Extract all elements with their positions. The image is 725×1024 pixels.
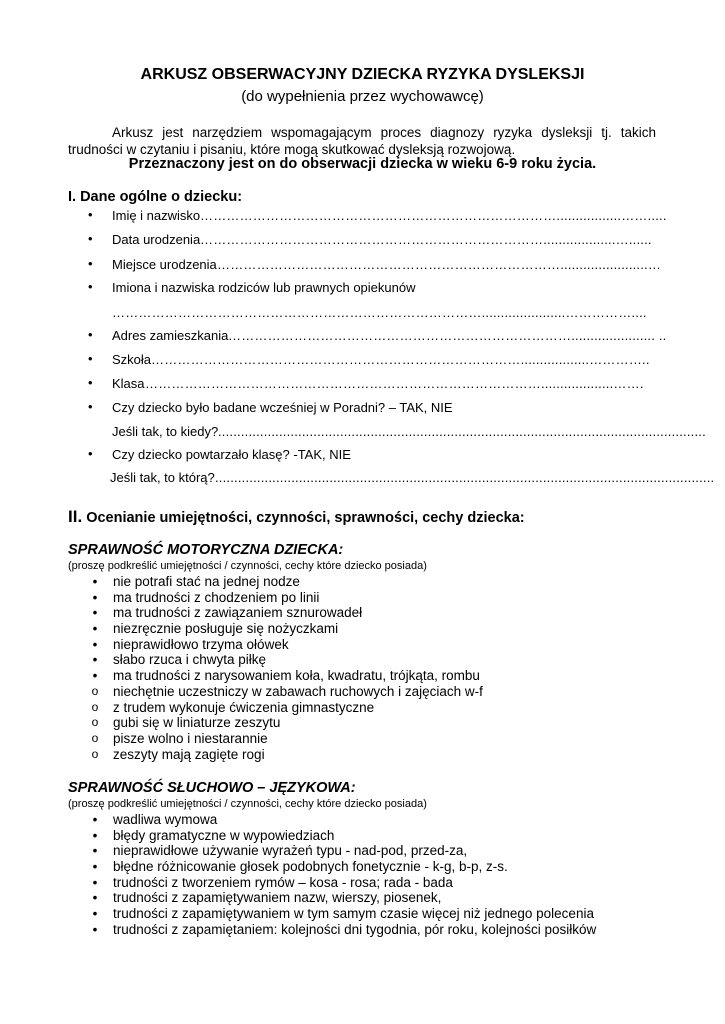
list-item-text: niezręcznie posługuje się nożyczkami [113,621,339,637]
intro-paragraph [68,124,656,158]
field-label: Data urodzenia [112,232,201,247]
circle-bullet-icon: o [91,730,99,745]
bullet-icon: • [92,859,98,875]
list-item-text: ma trudności z narysowaniem koła, kwadratu, trójkąta, rombu [113,668,480,684]
section-2-roman: II. [68,507,83,526]
field-label: Czy dziecko powtarzało klasę? -TAK, NIE [112,447,351,462]
fill-in-line[interactable]: ……………………………………………………………………...................…...... [200,232,652,247]
field-row [88,280,655,297]
section-2-heading [68,507,525,527]
auditory-skills-title: SPRAWNOŚĆ SŁUCHOWO – JĘZYKOWA: [68,780,356,796]
list-item-text: niechętnie uczestniczy w zabawach ruchowych i zajęciach w-f [113,683,483,699]
fill-in-line[interactable]: …………………………………………………………………….......................… [217,257,662,272]
field-label: Jeśli tak, to którą? [110,470,215,485]
field-row [88,256,662,274]
field-row [88,207,667,225]
bullet-icon: • [92,574,98,589]
field-label: Adres zamieszkania [112,328,229,343]
section-2-title: Ocenianie umiejętności, czynności, sprawności, cechy dziecka: [82,510,525,526]
list-item-text: trudności z zapamiętaniem: kolejności dni tygodnia, pór roku, kolejności posiłków [113,921,597,937]
list-item-text: nie potrafi stać na jednej nodze [113,574,300,589]
bullet-icon: • [92,605,98,621]
bullet-icon: • [92,827,98,843]
bullet-icon: • [88,327,93,342]
field-row [88,400,655,417]
motor-skills-title: SPRAWNOŚĆ MOTORYCZNA DZIECKA: [68,542,344,558]
fill-in-line[interactable]: ……………………………………………………………………….................……..... [200,208,667,223]
circle-bullet-icon: o [91,683,99,698]
list-item-text: pisze wolno i niestarannie [113,730,268,746]
list-item-text: trudności z tworzeniem rymów – kosa - rosa; rada - bada [113,874,453,890]
bullet-icon: • [92,668,98,684]
bullet-icon: • [88,279,93,294]
auditory-skills-note: (proszę podkreślić umiejętności / czynności, cechy które dziecko posiada) [68,798,427,810]
list-item-text: trudności z zapamiętywaniem nazw, wierszy, piosenek, [113,890,442,906]
bullet-icon: • [92,890,98,906]
bullet-icon: • [92,621,98,637]
circle-bullet-icon: o [91,746,99,761]
list-item-text: błędy gramatyczne w wypowiedziach [113,827,335,843]
fill-in-line[interactable]: ................................................................................................................................... [215,470,715,485]
bullet-icon: • [92,921,98,937]
list-item-text: słabo rzuca i chwyta piłkę [113,652,267,668]
list-item-text: wadliwa wymowa [113,812,218,827]
document-subtitle: (do wypełnienia przez wychowawcę) [241,88,484,105]
bullet-icon: • [92,843,98,859]
list-item-text: zeszyty mają zagięte rogi [113,746,265,762]
field-label: Klasa [112,376,145,391]
list-item-text: z trudem wykonuje ćwiczenia gimnastyczne [113,699,375,715]
bullet-icon: • [88,399,93,414]
field-label: Imiona i nazwiska rodziców lub prawnych opiekunów [112,280,416,295]
circle-bullet-icon: o [91,715,99,730]
field-row [88,424,706,441]
field-label: Imię i nazwisko [112,208,201,223]
list-item-text: ma trudności z zawiązaniem sznurowadeł [113,605,363,621]
intro-emphasis: Przeznaczony jest on do obserwacji dziecka w wieku 6-9 roku życia. [128,156,597,172]
bullet-icon: • [92,812,98,827]
intro-text: Arkusz jest narzędziem wspomagającym proces diagnozy ryzyka dysleksji tj. takich trudności w czytaniu i pisaniu, które mogą skutkować dysleksją rozwojową. [68,125,656,157]
field-row [88,305,655,322]
list-item-text: nieprawidłowo trzyma ołówek [113,636,289,652]
bullet-icon: • [88,231,93,246]
bullet-icon: • [92,636,98,652]
section-1-heading: I. Dane ogólne o dziecku: [68,189,243,205]
list-item-text: ma trudności z chodzeniem po linii [113,589,320,605]
bullet-icon: • [92,652,98,668]
field-label: Szkoła [112,352,152,367]
field-row [88,232,655,249]
field-label: Czy dziecko było badane wcześniej w Poradni? – TAK, NIE [112,400,453,415]
fill-in-line[interactable]: …………………………………………………………………………......................…………….... [112,305,647,320]
bullet-icon: • [88,256,93,271]
field-row [88,352,655,369]
field-row [88,376,655,393]
fill-in-line[interactable]: …………………………………………………………………………..................………….. [151,352,650,367]
fill-in-line[interactable]: ................................................................................................................................ [218,424,706,439]
field-row [88,327,667,345]
list-item-text: błędne różnicowanie głosek podobnych fonetycznie - k-g, b-p, z-s. [113,859,508,875]
list-item-text: nieprawidłowe używanie wyrażeń typu - nad-pod, przed-za, [113,843,468,859]
field-row [88,470,715,487]
document-title: ARKUSZ OBSERWACYJNY DZIECKA RYZYKA DYSLEKSJI [140,66,585,83]
field-row [88,447,655,464]
bullet-icon: • [88,375,93,390]
field-label: Miejsce urodzenia [112,257,217,272]
field-label: Jeśli tak, to kiedy? [112,424,219,439]
bullet-icon: • [88,207,93,222]
bullet-icon: • [88,351,93,366]
bullet-icon: • [88,446,93,461]
bullet-icon: • [92,589,98,605]
circle-bullet-icon: o [91,699,99,714]
fill-in-line[interactable]: ………………………………………………………………………………...................……. [145,376,644,391]
bullet-icon: • [92,874,98,890]
fill-in-line[interactable]: ……………………………………………………………………...................... .. [228,328,667,343]
list-item-text: gubi się w liniaturze zeszytu [113,715,281,731]
motor-skills-note: (proszę podkreślić umiejętności / czynności, cechy które dziecko posiada) [68,560,427,572]
list-item-text: trudności z zapamiętywaniem w tym samym czasie więcej niż jednego polecenia [113,906,594,922]
bullet-icon: • [92,906,98,922]
